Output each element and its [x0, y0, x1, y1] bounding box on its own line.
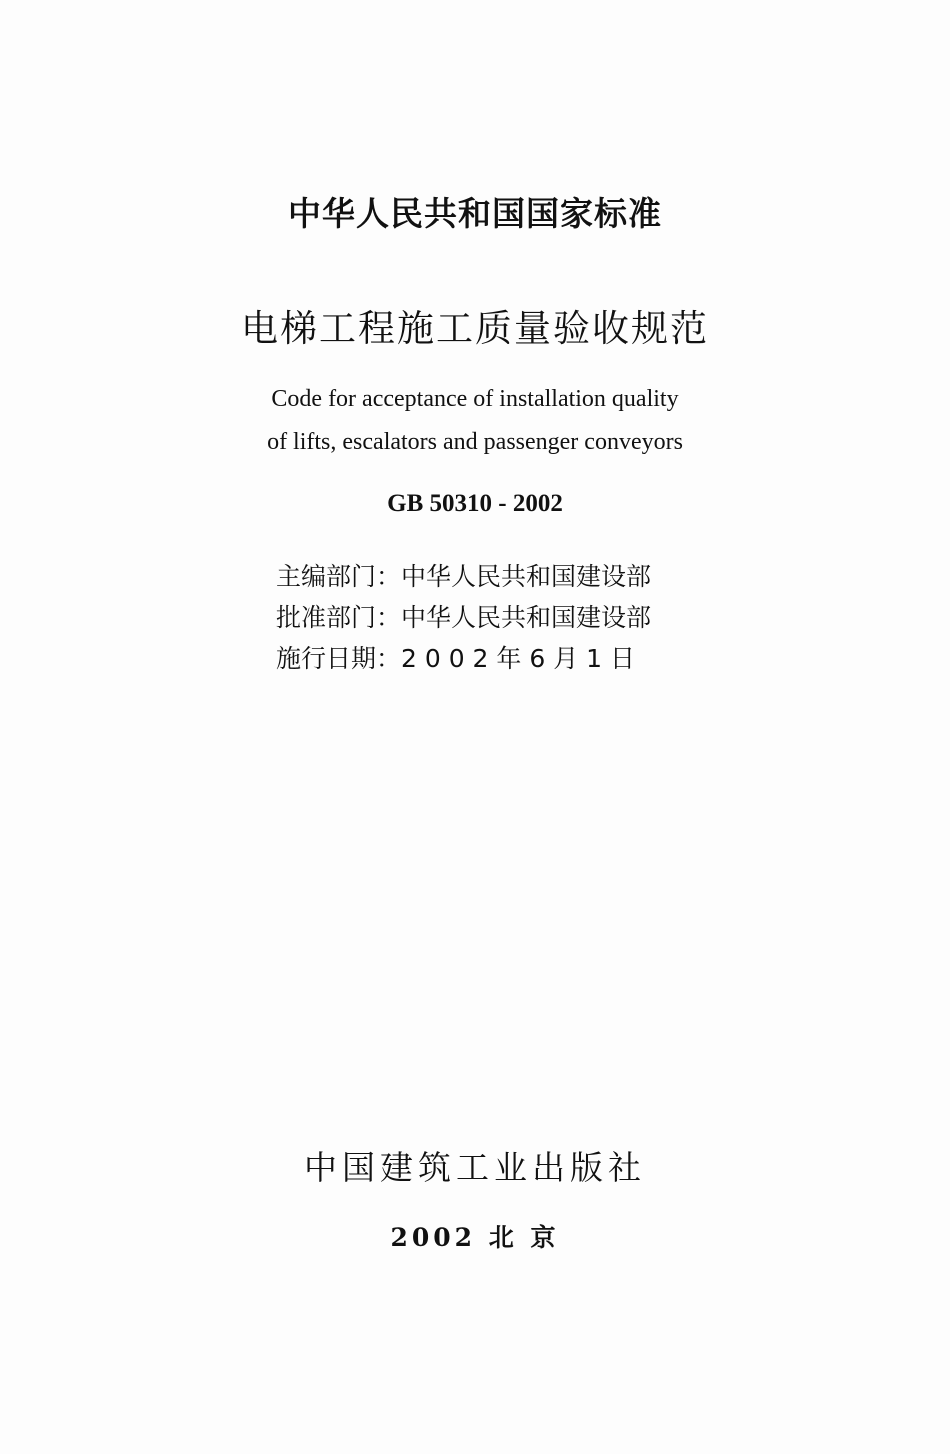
editor-department: 主编部门：中华人民共和国建设部: [276, 562, 652, 591]
document-title-english: [0, 378, 950, 464]
approval-department: 批准部门：中华人民共和国建设部: [276, 603, 652, 632]
english-title-line-1: Code for acceptance of installation quality: [271, 386, 679, 412]
publisher-name: 中国建筑工业出版社: [304, 1148, 646, 1187]
document-metadata: [276, 556, 651, 679]
standard-type-heading: 中华人民共和国国家标准: [288, 194, 662, 233]
standard-code: GB 50310 - 2002: [387, 490, 563, 517]
publication-place-year: 2002 北 京: [390, 1223, 560, 1252]
english-title-line-2: of lifts, escalators and passenger conveyors: [267, 429, 683, 455]
document-title-chinese: 电梯工程施工质量验收规范: [241, 307, 709, 350]
effective-date: 施行日期：2 0 0 2 年 6 月 1 日: [276, 644, 636, 673]
